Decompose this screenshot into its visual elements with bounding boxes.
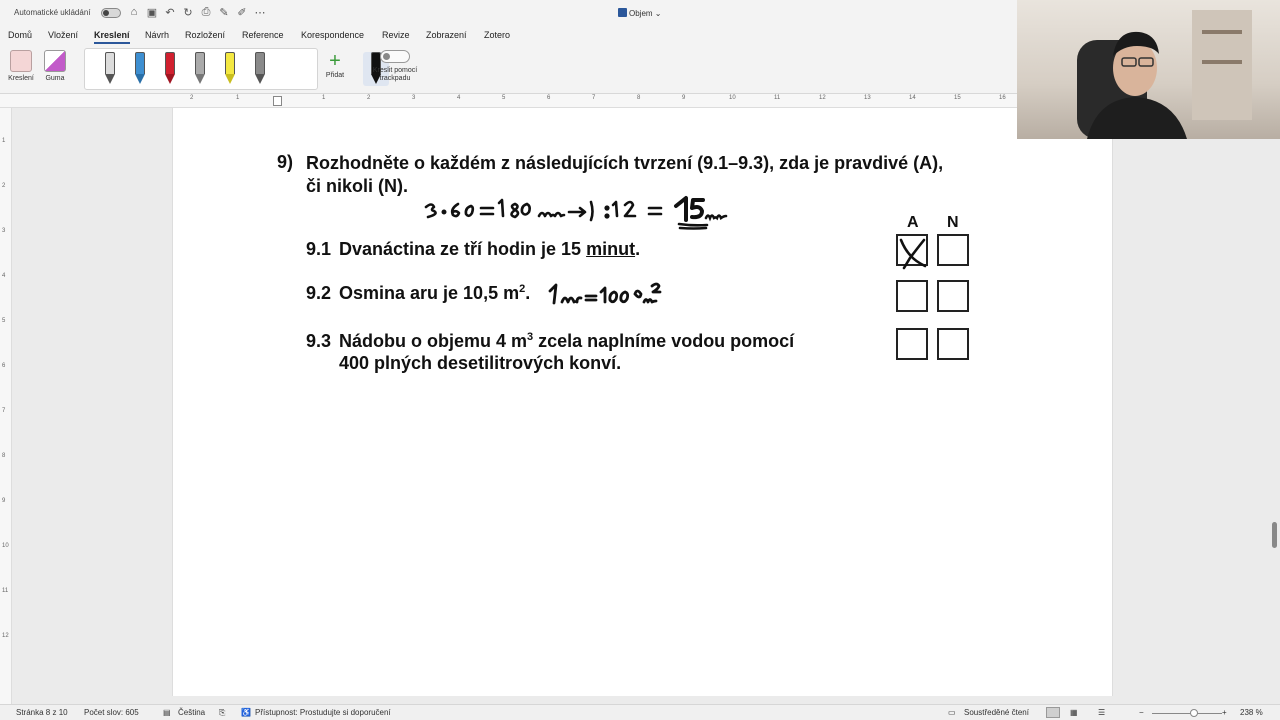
print-layout-view-icon[interactable] xyxy=(1046,707,1060,718)
tab-view[interactable]: Zobrazení xyxy=(426,30,467,40)
checkbox-9-1-a[interactable] xyxy=(896,234,928,266)
statement-9-2: 9.2 Osmina aru je 10,5 $m^2$. xyxy=(306,283,531,303)
column-a-label: A xyxy=(907,214,919,231)
zoom-slider[interactable] xyxy=(1152,713,1222,714)
print-icon[interactable]: ⎙ xyxy=(201,6,211,18)
vertical-scrollbar-thumb[interactable] xyxy=(1272,522,1277,548)
pen-gray[interactable] xyxy=(104,52,116,86)
pen-red[interactable] xyxy=(164,52,176,86)
checkbox-9-2-a[interactable] xyxy=(896,280,928,312)
tab-design[interactable]: Návrh xyxy=(145,30,170,40)
pencil-gray[interactable] xyxy=(194,52,206,86)
highlighter-yellow[interactable] xyxy=(224,52,236,86)
word-count[interactable]: Počet slov: 605 xyxy=(84,708,139,717)
handwritten-conversion xyxy=(548,280,668,312)
word-doc-icon xyxy=(618,8,627,17)
pen-gallery xyxy=(84,48,318,90)
status-bar xyxy=(0,704,1280,720)
focus-icon[interactable]: ▭ xyxy=(948,708,956,717)
undo-icon[interactable]: ↶ xyxy=(165,7,175,19)
document-page[interactable] xyxy=(172,108,1113,696)
language[interactable]: Čeština xyxy=(178,708,206,717)
presenter-video xyxy=(1017,0,1280,139)
tab-home[interactable]: Domů xyxy=(8,30,33,40)
toggle-switch[interactable] xyxy=(380,50,410,63)
question-number: 9) xyxy=(277,152,294,172)
format-icon[interactable]: ✐ xyxy=(237,7,247,19)
zoom-out-button[interactable]: − xyxy=(1139,708,1144,717)
zoom-level[interactable]: 238 % xyxy=(1240,708,1263,717)
tab-insert[interactable]: Vložení xyxy=(48,30,79,40)
question-text: Rozhodněte o každém z následujících tvrzení (9.1–9.3), zda je pravdivé (A), či nikoli (N). xyxy=(306,153,944,196)
column-n-label: N xyxy=(947,214,959,231)
more-icon[interactable]: ⋯ xyxy=(254,7,266,19)
tab-review[interactable]: Revize xyxy=(382,30,410,40)
statement-9-3: 9.3 Nádobu o objemu 4 $m^3$ zcela naplníme vodou pomocí 400 plných desetilitrových konví. xyxy=(306,331,795,373)
eraser-icon xyxy=(44,50,66,72)
save-icon[interactable]: ▣ xyxy=(146,7,158,19)
tab-layout[interactable]: Rozložení xyxy=(185,30,226,40)
quick-access-toolbar xyxy=(128,6,266,19)
pen-blue[interactable] xyxy=(134,52,146,86)
checkbox-9-3-n[interactable] xyxy=(937,328,969,360)
zoom-in-button[interactable]: + xyxy=(1222,708,1227,717)
web-layout-view-icon[interactable]: ▦ xyxy=(1070,708,1078,717)
page-count[interactable]: Stránka 8 z 10 xyxy=(16,708,68,717)
checkbox-9-3-a[interactable] xyxy=(896,328,928,360)
add-pen-button[interactable]: + Přidat xyxy=(321,50,349,79)
draw-icon[interactable]: ✎ xyxy=(219,7,229,19)
draw-pen-icon xyxy=(10,50,32,72)
proofing-icon[interactable]: ▤ xyxy=(163,708,171,717)
indent-marker[interactable] xyxy=(273,96,282,106)
tab-references[interactable]: Reference xyxy=(242,30,284,40)
tab-mailings[interactable]: Korespondence xyxy=(301,30,365,40)
checkbox-9-1-n[interactable] xyxy=(937,234,969,266)
vertical-ruler[interactable]: 1 2 3 4 5 6 7 8 9 10 11 12 xyxy=(0,108,12,704)
accessibility-icon[interactable]: ♿ xyxy=(241,708,251,717)
horizontal-ruler[interactable]: 2 1 1 2 3 4 5 6 7 8 9 10 11 12 13 14 15 16 xyxy=(0,94,1017,108)
plus-icon: + xyxy=(329,50,341,72)
draw-with-trackpad-toggle[interactable]: Kreslit pomocí trackpadu xyxy=(368,50,422,83)
handwritten-check-mark xyxy=(898,236,928,266)
accessibility-status[interactable]: Přístupnost: Prostudujte si doporučení xyxy=(255,708,391,717)
draw-tool-button[interactable]: Kreslení xyxy=(6,50,36,82)
zoom-slider-knob[interactable] xyxy=(1190,709,1198,717)
chevron-down-icon: ⌄ xyxy=(654,9,662,18)
autosave-toggle[interactable] xyxy=(101,8,121,18)
outline-view-icon[interactable]: ☰ xyxy=(1098,708,1106,717)
focus-mode-button[interactable]: Soustředěné čtení xyxy=(964,708,1029,717)
pen-dark-gray[interactable] xyxy=(254,52,266,86)
document-title[interactable]: Objem ⌄ xyxy=(618,8,662,18)
handwritten-calculation xyxy=(423,194,753,234)
webcam-overlay xyxy=(1017,0,1280,139)
track-changes-icon[interactable]: ⎘ xyxy=(219,708,226,717)
autosave-label: Automatické ukládání xyxy=(14,8,91,17)
statement-9-1: 9.1 Dvanáctina ze tří hodin je 15 minut. xyxy=(306,239,641,259)
home-icon[interactable]: ⌂ xyxy=(130,6,138,18)
redo-icon[interactable]: ↻ xyxy=(183,7,193,19)
eraser-button[interactable]: Guma xyxy=(40,50,70,82)
tab-zotero[interactable]: Zotero xyxy=(484,30,511,40)
checkbox-9-2-n[interactable] xyxy=(937,280,969,312)
tab-draw[interactable]: Kreslení xyxy=(94,30,130,40)
